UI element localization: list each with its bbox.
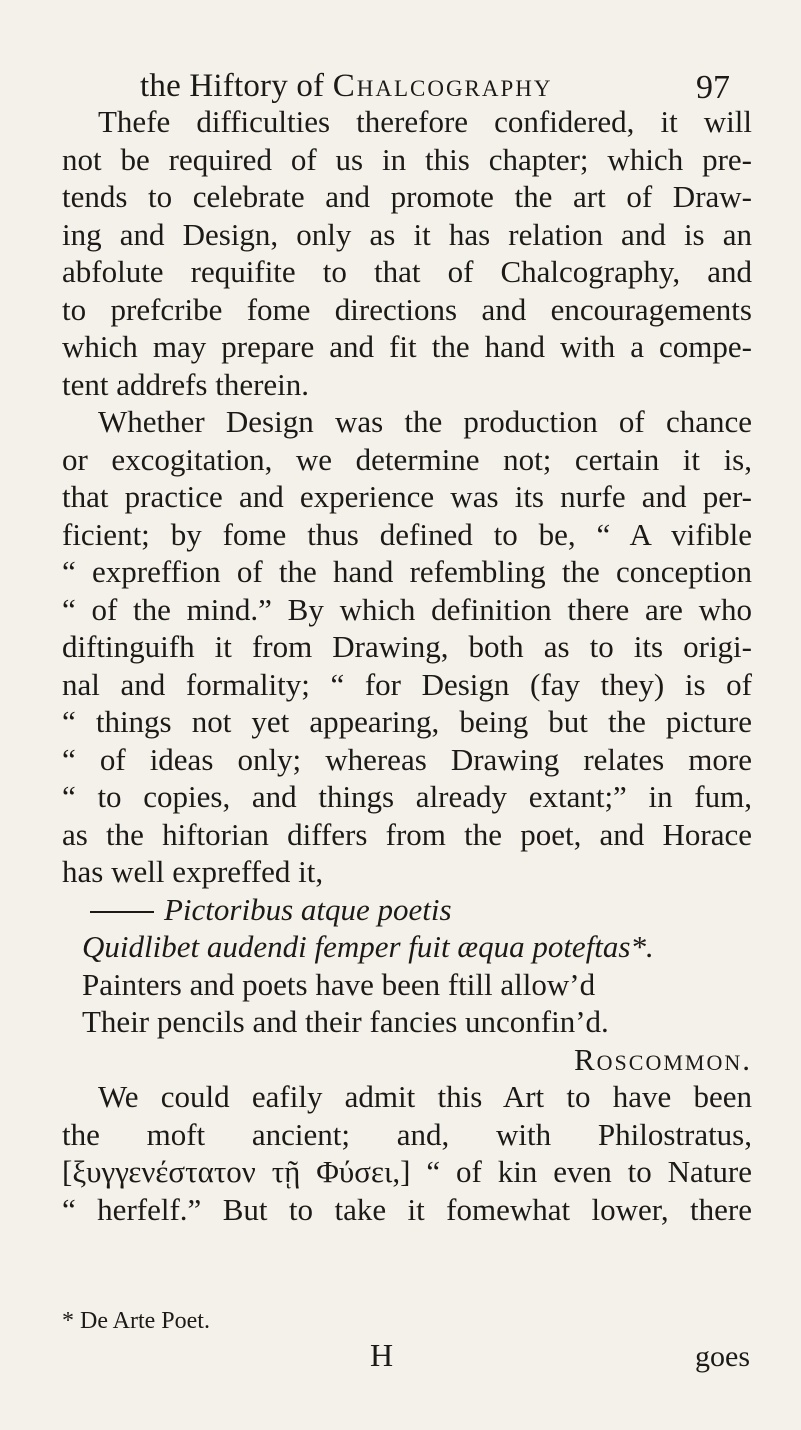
text-line: diftinguifh it from Drawing, both as to its origi- xyxy=(62,629,752,664)
text-line: to prefcribe fome directions and encouragements xyxy=(62,291,752,327)
running-title-smallcaps: Chalcography xyxy=(332,68,553,104)
quote-attribution: Roscommon. xyxy=(573,1041,752,1077)
text-line: has well expreffed it, xyxy=(62,854,324,889)
text-line: or excogitation, we determine not; certain it is, xyxy=(62,441,752,477)
footnote: * De Arte Poet. xyxy=(62,1308,210,1334)
text-line: which may prepare and fit the hand with a compe- xyxy=(62,329,752,364)
text-line: “ herfelf.” But to take it fomewhat lower, there xyxy=(62,1191,752,1227)
running-title xyxy=(140,66,553,106)
text-line: Whether Design was the production of chance xyxy=(98,404,752,439)
text-line: “ things not yet appearing, being but the picture xyxy=(62,704,752,739)
page-number: 97 xyxy=(696,69,730,106)
text-line: ing and Design, only as it has relation and is an xyxy=(62,216,752,252)
text-line: ficient; by fome thus defined to be, “ A vifible xyxy=(62,516,752,552)
text-line: abfolute requifite to that of Chalcography, and xyxy=(62,254,752,289)
text-line: nal and formality; “ for Design (fay they) is of xyxy=(62,666,752,702)
text-line: Thefe difficulties therefore confidered, it will xyxy=(98,104,752,139)
catchword: goes xyxy=(695,1340,750,1373)
quote-dash-rule xyxy=(90,911,154,913)
text-line: that practice and experience was its nurfe and per- xyxy=(62,479,752,514)
signature-mark: H xyxy=(370,1337,394,1373)
text-line: [ξυγγενέστατον τῇ Φύσει,] “ of kin even to Nature xyxy=(62,1154,752,1189)
running-header xyxy=(140,66,730,106)
text-line: as the hiftorian differs from the poet, and Horace xyxy=(62,816,752,852)
text-line: tent addrefs therein. xyxy=(62,366,310,402)
latin-quote-text: Pictoribus atque poetis xyxy=(164,891,452,927)
text-line: We could eafily admit this Art to have been xyxy=(98,1079,752,1114)
main-text xyxy=(62,103,752,1228)
text-line: the moft ancient; and, with Philostratus, xyxy=(62,1116,752,1152)
text-line: “ to copies, and things already extant;” in fum, xyxy=(62,779,752,814)
latin-quote-line: Quidlibet audendi femper fuit æqua poteftas*. xyxy=(82,929,654,964)
text-line: tends to celebrate and promote the art of Draw- xyxy=(62,179,752,214)
running-title-text: the Hiftory of xyxy=(140,68,325,104)
text-line: not be required of us in this chapter; which pre- xyxy=(62,141,752,177)
text-line: “ of the mind.” By which definition there are who xyxy=(62,591,752,627)
translation-line: Painters and poets have been ftill allow’d xyxy=(82,966,596,1002)
latin-quote-line xyxy=(62,891,752,929)
translation-line: Their pencils and their fancies unconfin’d. xyxy=(82,1004,609,1039)
text-line: “ expreffion of the hand refembling the conception xyxy=(62,554,752,589)
text-line: “ of ideas only; whereas Drawing relates more xyxy=(62,741,752,777)
